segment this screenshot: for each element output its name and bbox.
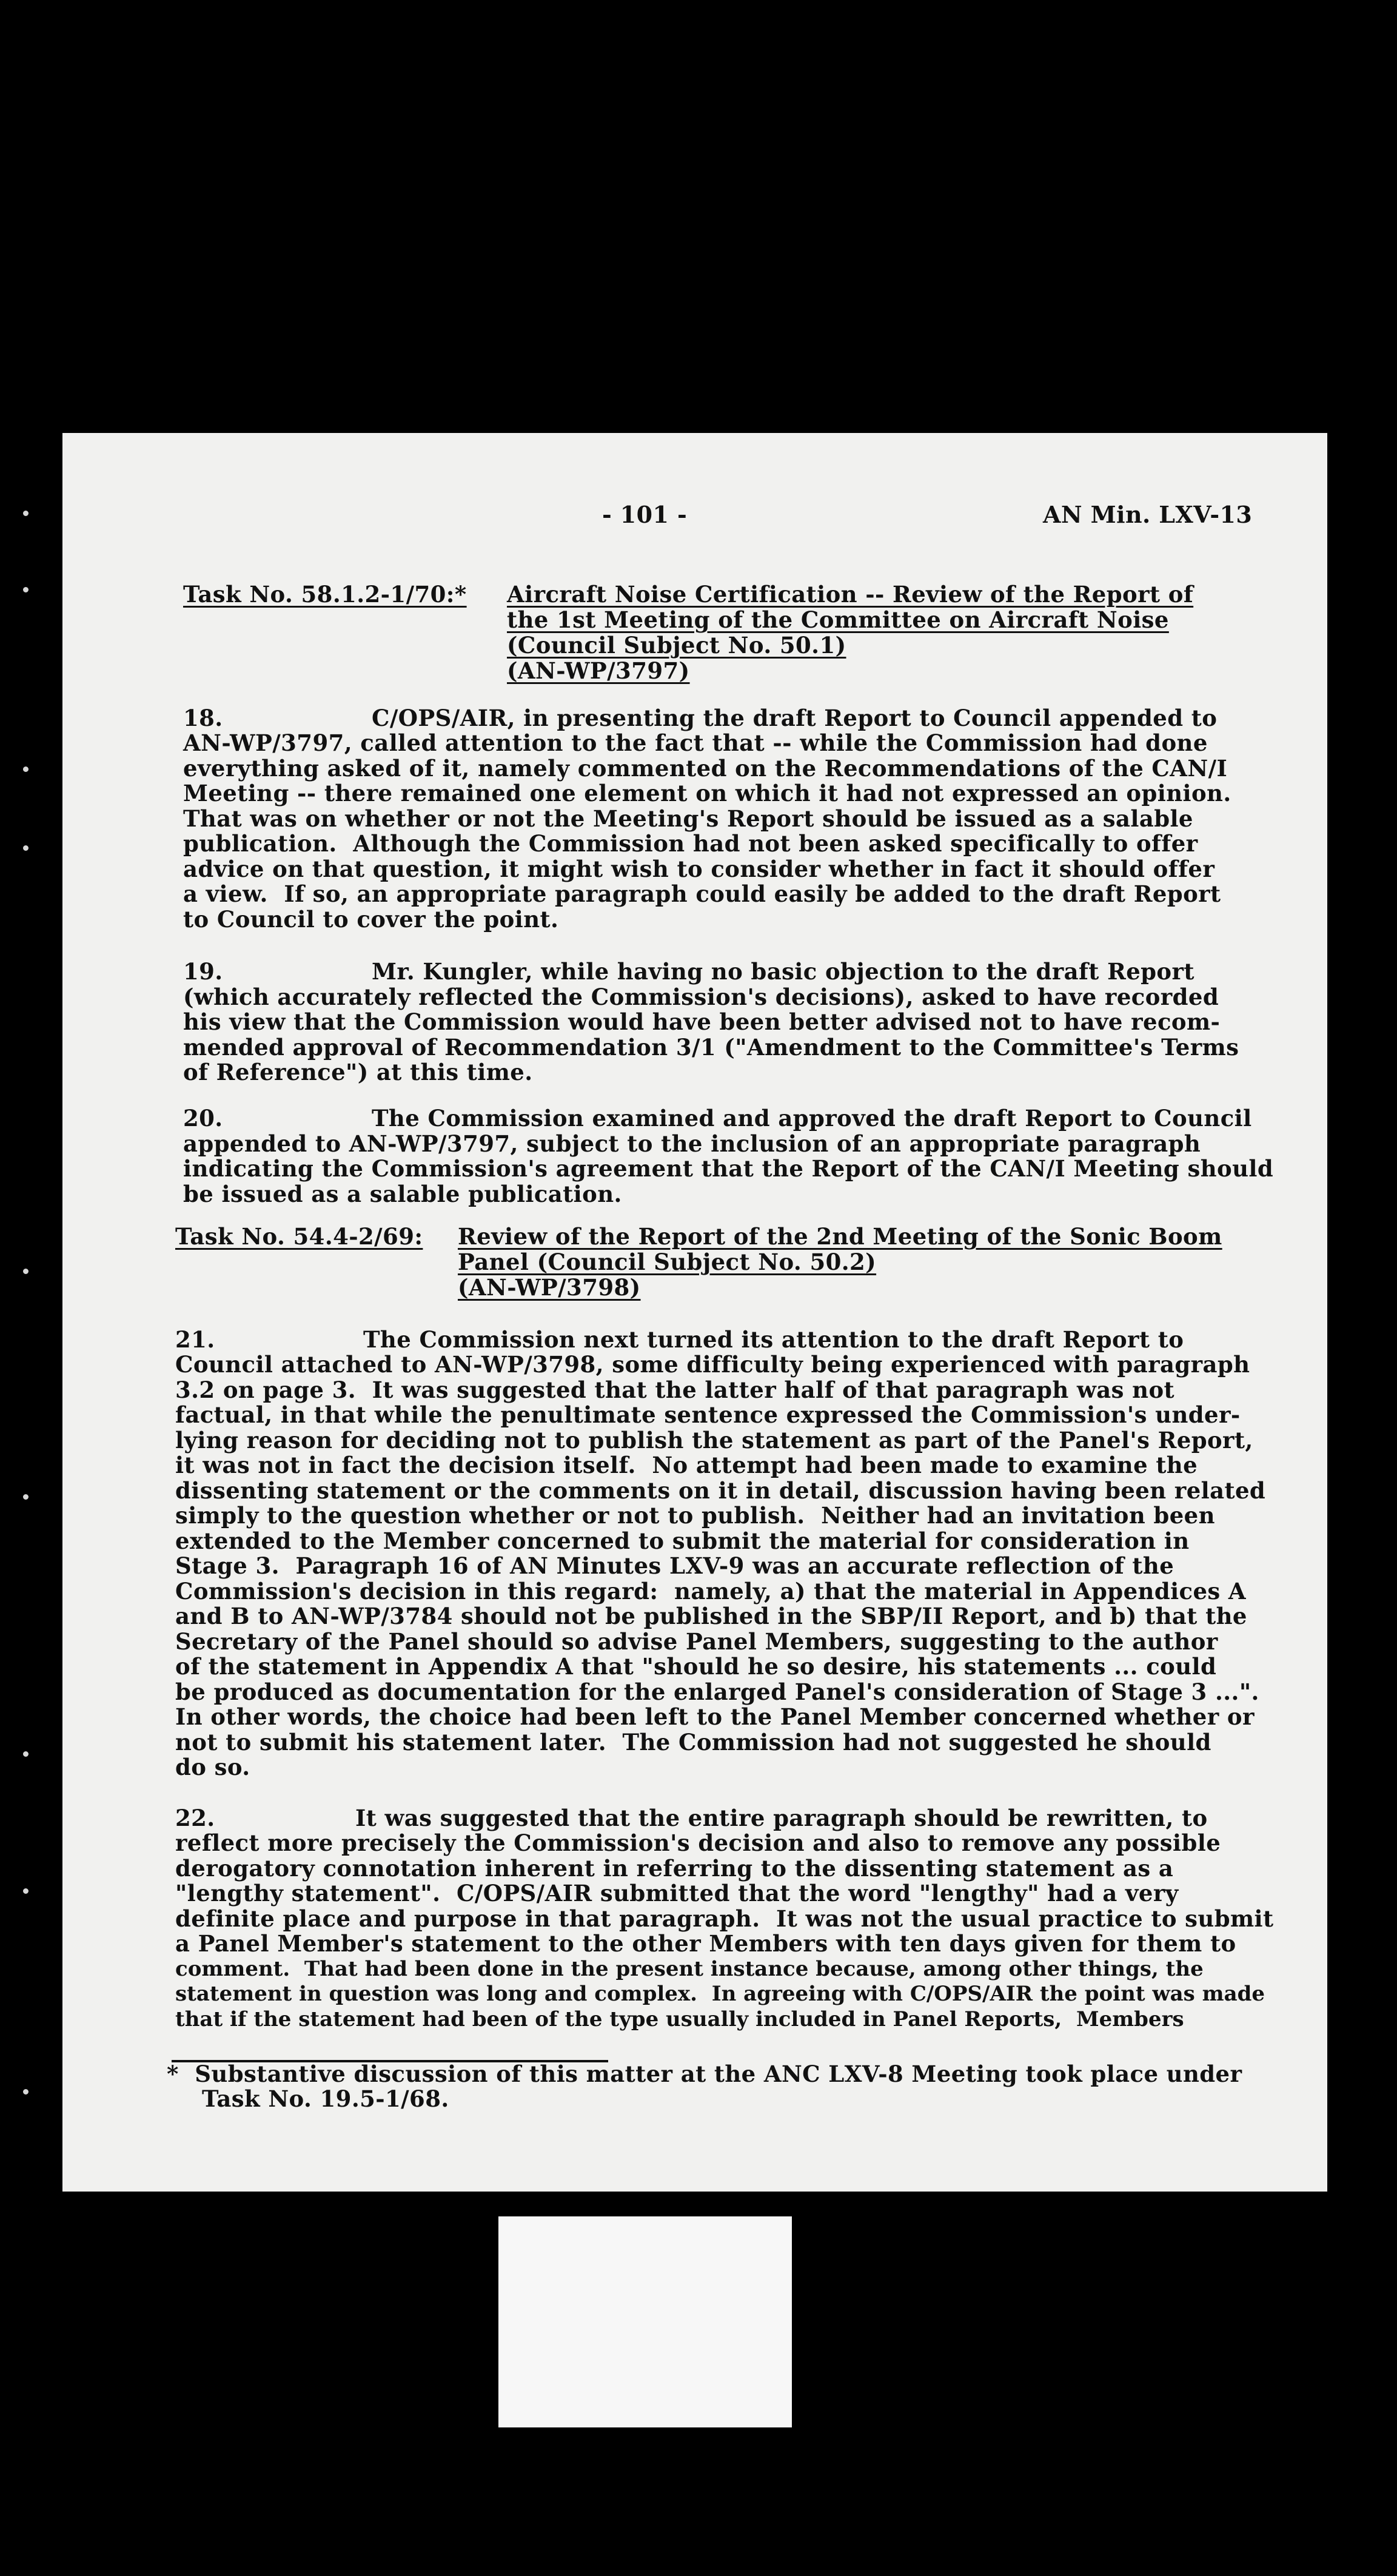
task-heading-title-line: Review of the Report of the 2nd Meeting of the Sonic Boom <box>458 1223 1222 1250</box>
margin-speck <box>23 766 28 772</box>
paragraph-line: definite place and purpose in that paragraph. It was not the usual practice to submit <box>175 1905 1274 1932</box>
paragraph-line: The Commission next turned its attention to the draft Report to <box>363 1326 1184 1353</box>
blank-card <box>498 2216 792 2427</box>
paragraph-line: indicating the Commission's agreement that the Report of the CAN/I Meeting should <box>183 1155 1274 1182</box>
paragraph-line: of the statement in Appendix A that "should he so desire, his statements ... could <box>175 1653 1217 1680</box>
page-text <box>62 433 1327 2192</box>
margin-speck <box>23 1269 28 1274</box>
paragraph-line: lying reason for deciding not to publish the statement as part of the Panel's Report, <box>175 1427 1253 1454</box>
paragraph-line: "lengthy statement". C/OPS/AIR submitted that the word "lengthy" had a very <box>175 1880 1179 1907</box>
footnote-line: Task No. 19.5-1/68. <box>202 2085 449 2112</box>
paragraph-line: statement in question was long and complex. In agreeing with C/OPS/AIR the point was made <box>175 1982 1265 2006</box>
paragraph-line: a view. If so, an appropriate paragraph could easily be added to the draft Report <box>183 880 1221 907</box>
paragraph-line: In other words, the choice had been left to the Panel Member concerned whether or <box>175 1703 1255 1730</box>
paragraph-line: (which accurately reflected the Commission's decisions), asked to have recorded <box>183 984 1219 1010</box>
paragraph-line: dissenting statement or the comments on it in detail, discussion having been related <box>175 1477 1266 1504</box>
paragraph-line: advice on that question, it might wish to consider whether in fact it should offer <box>183 856 1215 882</box>
paragraph-line: it was not in fact the decision itself. No attempt had been made to examine the <box>175 1452 1198 1478</box>
paragraph-line: do so. <box>175 1754 250 1780</box>
paragraph-line: publication. Although the Commission had not been asked specifically to offer <box>183 830 1198 857</box>
paragraph-line: not to submit his statement later. The Commission had not suggested he should <box>175 1729 1211 1756</box>
page-number: - 101 - <box>602 501 688 528</box>
paragraph-line: to Council to cover the point. <box>183 906 559 933</box>
margin-speck <box>23 1751 28 1757</box>
task-heading-title-line: (AN-WP/3797) <box>507 657 690 684</box>
paragraph-line: factual, in that while the penultimate sentence expressed the Commission's under- <box>175 1401 1241 1428</box>
paragraph-line: appended to AN-WP/3797, subject to the inclusion of an appropriate paragraph <box>183 1130 1201 1157</box>
paragraph-line: Council attached to AN-WP/3798, some difficulty being experienced with paragraph <box>175 1351 1250 1378</box>
paragraph-line: Commission's decision in this regard: namely, a) that the material in Appendices A <box>175 1578 1247 1605</box>
paragraph-line: a Panel Member's statement to the other Members with ten days given for them to <box>175 1930 1236 1957</box>
paragraph-line: The Commission examined and approved the draft Report to Council <box>372 1105 1252 1132</box>
paragraph-line: his view that the Commission would have been better advised not to have recom- <box>183 1008 1221 1035</box>
task-heading-label: Task No. 54.4-2/69: <box>175 1223 423 1250</box>
document-page <box>62 433 1327 2192</box>
task-heading-title-line: the 1st Meeting of the Committee on Aircraft Noise <box>507 606 1169 633</box>
paragraph-line: 3.2 on page 3. It was suggested that the latter half of that paragraph was not <box>175 1377 1175 1403</box>
paragraph-line: That was on whether or not the Meeting's Report should be issued as a salable <box>183 805 1193 832</box>
paragraph-line: that if the statement had been of the type usually included in Panel Reports, Members <box>175 2007 1184 2031</box>
paragraph-number: 22. <box>175 1805 215 1831</box>
paragraph-number: 20. <box>183 1105 223 1132</box>
margin-speck <box>23 1494 28 1500</box>
paragraph-number: 21. <box>175 1326 215 1353</box>
margin-speck <box>23 1888 28 1894</box>
paragraph-line: extended to the Member concerned to submit the material for consideration in <box>175 1528 1190 1554</box>
task-heading-title-line: Panel (Council Subject No. 50.2) <box>458 1249 877 1275</box>
paragraph-line: of Reference") at this time. <box>183 1059 533 1085</box>
document-reference: AN Min. LXV-13 <box>1043 501 1253 528</box>
paragraph-line: simply to the question whether or not to publish. Neither had an invitation been <box>175 1502 1215 1529</box>
task-heading-title-line: (AN-WP/3798) <box>458 1274 641 1301</box>
paragraph-line: Stage 3. Paragraph 16 of AN Minutes LXV-9 was an accurate reflection of the <box>175 1552 1174 1579</box>
paragraph-line: mended approval of Recommendation 3/1 ("Amendment to the Committee's Terms <box>183 1034 1239 1061</box>
paragraph-number: 19. <box>183 958 223 985</box>
paragraph-line: Meeting -- there remained one element on which it had not expressed an opinion. <box>183 780 1231 807</box>
paragraph-line: It was suggested that the entire paragraph should be rewritten, to <box>355 1805 1208 1831</box>
paragraph-line: comment. That had been done in the present instance because, among other things, the <box>175 1957 1204 1981</box>
paragraph-line: reflect more precisely the Commission's decision and also to remove any possible <box>175 1830 1221 1856</box>
margin-speck <box>23 587 28 592</box>
paragraph-number: 18. <box>183 705 223 731</box>
paragraph-line: Mr. Kungler, while having no basic objection to the draft Report <box>372 958 1194 985</box>
margin-speck <box>23 511 28 516</box>
paragraph-line: and B to AN-WP/3784 should not be published in the SBP/II Report, and b) that the <box>175 1603 1247 1629</box>
task-heading-title-line: (Council Subject No. 50.1) <box>507 632 846 659</box>
footnote-line: * Substantive discussion of this matter at the ANC LXV-8 Meeting took place under <box>167 2061 1242 2087</box>
task-heading-title-line: Aircraft Noise Certification -- Review of the Report of <box>507 581 1194 608</box>
margin-speck <box>23 2089 28 2095</box>
paragraph-line: Secretary of the Panel should so advise Panel Members, suggesting to the author <box>175 1628 1218 1655</box>
paragraph-line: C/OPS/AIR, in presenting the draft Report to Council appended to <box>372 705 1218 731</box>
paragraph-line: be produced as documentation for the enlarged Panel's consideration of Stage 3 ...". <box>175 1679 1259 1705</box>
paragraph-line: derogatory connotation inherent in referring to the dissenting statement as a <box>175 1855 1174 1882</box>
task-heading-label: Task No. 58.1.2-1/70:* <box>183 581 467 608</box>
margin-speck <box>23 845 28 851</box>
paragraph-line: everything asked of it, namely commented on the Recommendations of the CAN/I <box>183 755 1228 782</box>
paragraph-line: AN-WP/3797, called attention to the fact that -- while the Commission had done <box>183 730 1208 756</box>
paragraph-line: be issued as a salable publication. <box>183 1181 622 1207</box>
